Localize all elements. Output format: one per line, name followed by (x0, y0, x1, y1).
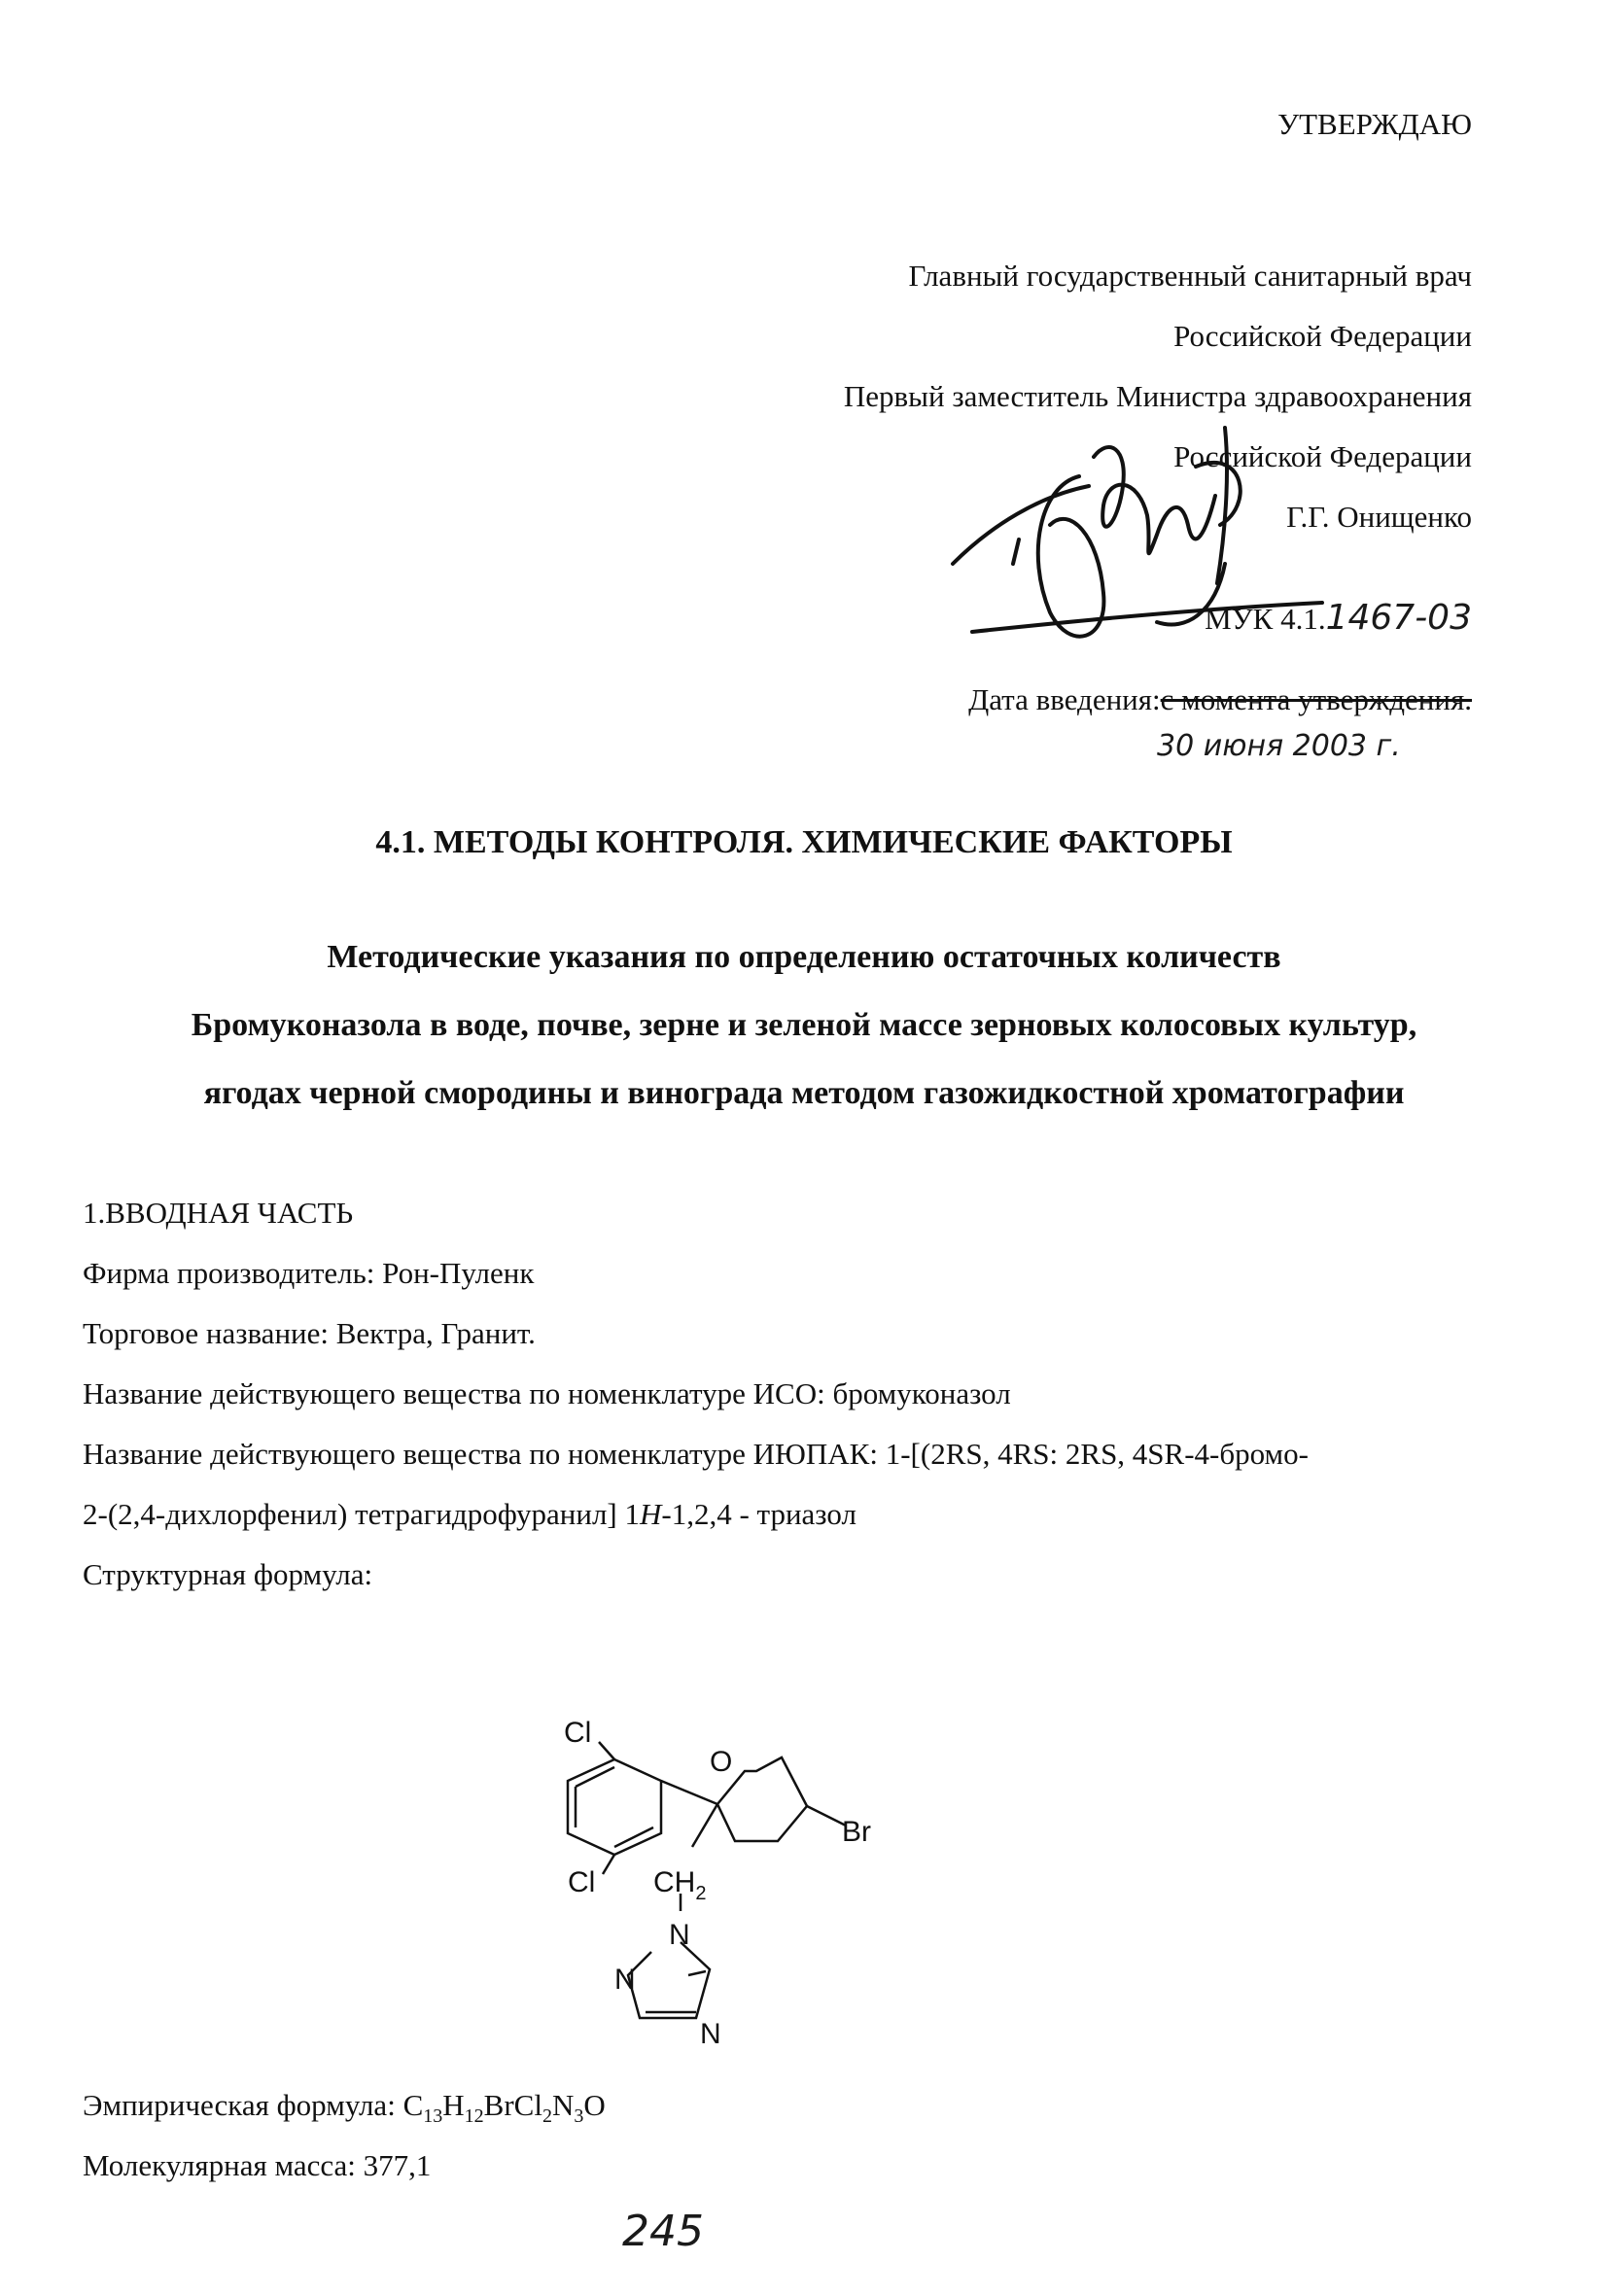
structure-label-br: Br (842, 1816, 871, 1848)
formula-h: H (442, 2088, 465, 2122)
approval-country-line: Российской Федерации (1173, 319, 1472, 353)
approval-name: Г.Г. Онищенко (1286, 500, 1472, 534)
trade-name-line: Торговое название: Вектра, Гранит. (83, 1316, 536, 1350)
structure-label-cl-bottom: Cl (568, 1866, 596, 1898)
empirical-formula-label: Эмпирическая формула: (83, 2088, 403, 2122)
date-struck-text: с момента утверждения. (1160, 682, 1472, 716)
introduction-date (968, 684, 1472, 714)
formula-cl-count: 2 (542, 2105, 552, 2128)
empirical-formula-line (83, 2090, 606, 2126)
formula-h-count: 12 (464, 2105, 484, 2128)
structure-label-n3: N (700, 2018, 721, 2050)
structure-ch-text: CH (653, 1866, 696, 1898)
iupac-name-line-2 (83, 1499, 856, 1529)
iso-name-line: Название действующего вещества по номенклатуре ИСО: бромуконазол (83, 1376, 1011, 1410)
subtitle-line-2: Бромуконазола в воде, почве, зерне и зеленой массе зерновых колосовых культур, (191, 1007, 1417, 1043)
manufacturer-line: Фирма производитель: Рон-Пуленк (83, 1256, 535, 1290)
formula-brcl: BrCl (483, 2088, 542, 2122)
date-label: Дата введения: (968, 682, 1161, 716)
date-handwritten: 30 июня 2003 г. (1157, 729, 1401, 763)
formula-n-count: 3 (574, 2105, 584, 2128)
iupac-italic-h: H (640, 1497, 662, 1531)
iupac-part-b: -1,2,4 - триазол (661, 1497, 856, 1531)
approval-position-line: Главный государственный санитарный врач (908, 259, 1472, 293)
approval-deputy-line: Первый заместитель Министра здравоохранения (843, 379, 1472, 413)
formula-o: O (583, 2088, 606, 2122)
structure-label-cl-top: Cl (564, 1721, 592, 1749)
formula-c: C (402, 2088, 424, 2122)
formula-n: N (551, 2088, 575, 2122)
structure-ch-subscript: 2 (695, 1883, 707, 1904)
subtitle-line-1: Методические указания по определению остаточных количеств (327, 939, 1281, 975)
formula-c-count: 13 (423, 2105, 443, 2128)
intro-heading: 1.ВВОДНАЯ ЧАСТЬ (83, 1196, 354, 1230)
structure-label-n2: N (614, 1964, 636, 1996)
structural-formula-label: Структурная формула: (83, 1557, 373, 1591)
signature-image (933, 418, 1565, 671)
approval-country-line-2: Российской Федерации (1173, 439, 1472, 473)
structure-label-o: O (710, 1746, 733, 1778)
iupac-name-line-1: Название действующего вещества по номенклатуре ИЮПАК: 1-[(2RS, 4RS: 2RS, 4SR-4-бромо- (83, 1437, 1309, 1471)
muk-handwritten: 1467-03 (1325, 598, 1472, 638)
subtitle-line-3: ягодах черной смородины и винограда методом газожидкостной хроматографии (203, 1075, 1405, 1111)
iupac-part-a: 2-(2,4-дихлорфенил) тетрагидрофуранил] 1 (83, 1497, 640, 1531)
page-number: 245 (622, 2207, 704, 2256)
structure-label-n1: N (669, 1919, 690, 1951)
molar-mass-line: Молекулярная масса: 377,1 (83, 2148, 432, 2182)
structural-formula-image (525, 1721, 953, 2080)
approval-title: УТВЕРЖДАЮ (1277, 107, 1472, 141)
section-title: 4.1. МЕТОДЫ КОНТРОЛЯ. ХИМИЧЕСКИЕ ФАКТОРЫ (375, 824, 1233, 860)
muk-prefix: МУК 4.1. (1205, 602, 1326, 636)
